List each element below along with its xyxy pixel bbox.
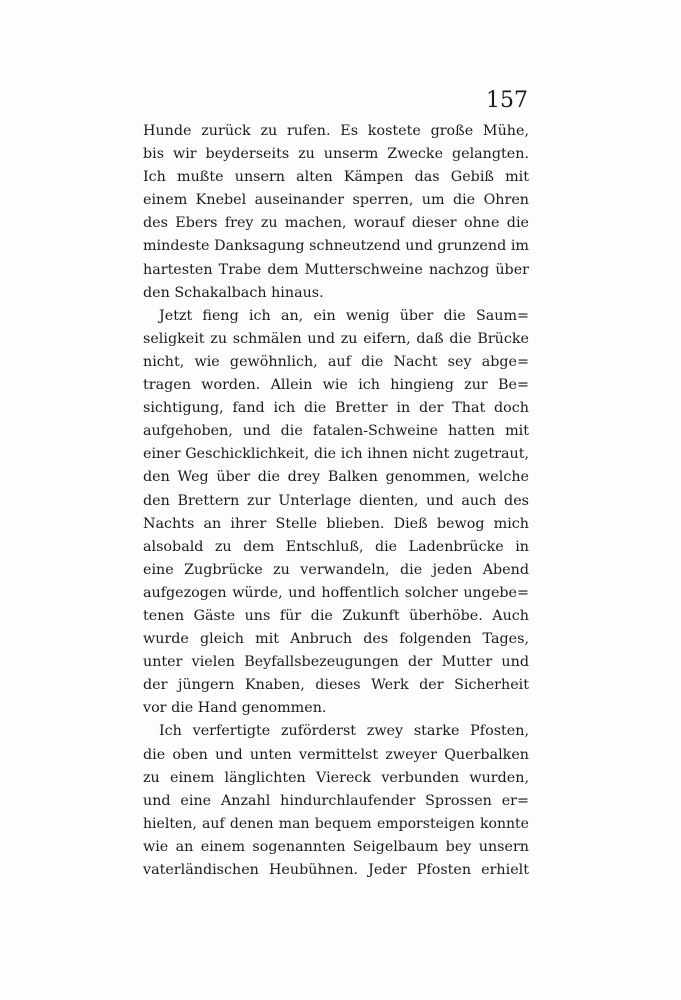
- paragraph: [143, 305, 529, 721]
- text-line: Ich verfertigte zuförderst zwey starke Pfosten,: [159, 723, 529, 740]
- text-line: den Schakalbach hinaus.: [143, 284, 324, 301]
- page-number: 157: [486, 88, 528, 113]
- text-line: tragen worden. Allein wie ich hingieng zur Be=: [143, 377, 529, 394]
- text-line: unter vielen Beyfallsbezeugungen der Mutter und: [143, 654, 529, 671]
- text-line: bis wir beyderseits zu unserm Zwecke gelangten.: [143, 146, 529, 163]
- text-line: und eine Anzahl hindurchlaufender Sprossen er=: [143, 792, 529, 809]
- text-line: vaterländischen Heubühnen. Jeder Pfosten erhielt: [143, 862, 529, 878]
- text-line: den Weg über die drey Balken genommen, welche: [143, 469, 529, 486]
- text-line: vor die Hand genommen.: [143, 700, 327, 717]
- text-line: den Brettern zur Unterlage dienten, und auch des: [143, 492, 529, 509]
- text-line: einem Knebel auseinander sperren, um die Ohren: [143, 192, 529, 209]
- text-line: einer Geschicklichkeit, die ich ihnen nicht zugetraut,: [143, 446, 529, 463]
- text-line: alsobald zu dem Entschluß, die Ladenbrücke in: [143, 538, 529, 555]
- text-line: nicht, wie gewöhnlich, auf die Nacht sey abge=: [143, 353, 529, 370]
- text-line: der jüngern Knaben, dieses Werk der Sicherheit: [143, 677, 529, 694]
- text-line: hartesten Trabe dem Mutterschweine nachzog über: [143, 261, 529, 278]
- text-line: mindeste Danksagung schneutzend und grunzend im: [143, 238, 529, 255]
- text-line: des Ebers frey zu machen, worauf dieser ohne die: [143, 215, 529, 232]
- text-line: Ich mußte unsern alten Kämpen das Gebiß mit: [143, 169, 529, 186]
- text-line: hielten, auf denen man bequem emporsteigen konnte: [143, 815, 529, 832]
- text-line: aufgehoben, und die fatalen-Schweine hatten mit: [143, 423, 529, 440]
- text-line: sichtigung, fand ich die Bretter in der That doch: [143, 400, 529, 417]
- text-line: seligkeit zu schmälen und zu eifern, daß die Brücke: [143, 330, 529, 347]
- text-line: eine Zugbrücke zu verwandeln, die jeden Abend: [143, 561, 529, 578]
- text-line: Jetzt fieng ich an, ein wenig über die Saum=: [159, 307, 529, 324]
- paragraph: [143, 720, 529, 882]
- text-line: aufgezogen würde, und hoffentlich solcher ungebe=: [143, 584, 529, 601]
- text-line: tenen Gäste uns für die Zukunft überhöbe. Auch: [143, 607, 529, 624]
- text-line: Hunde zurück zu rufen. Es kostete große Mühe,: [143, 123, 529, 139]
- body-text: [143, 120, 529, 882]
- text-line: zu einem länglichten Viereck verbunden wurden,: [143, 769, 529, 786]
- text-line: die oben und unten vermittelst zweyer Querbalken: [143, 746, 529, 763]
- text-line: Nachts an ihrer Stelle blieben. Dieß bewog mich: [143, 515, 529, 532]
- text-line: wie an einem sogenannten Seigelbaum bey unsern: [143, 838, 529, 855]
- text-line: wurde gleich mit Anbruch des folgenden Tages,: [143, 631, 529, 648]
- paragraph: [143, 120, 529, 305]
